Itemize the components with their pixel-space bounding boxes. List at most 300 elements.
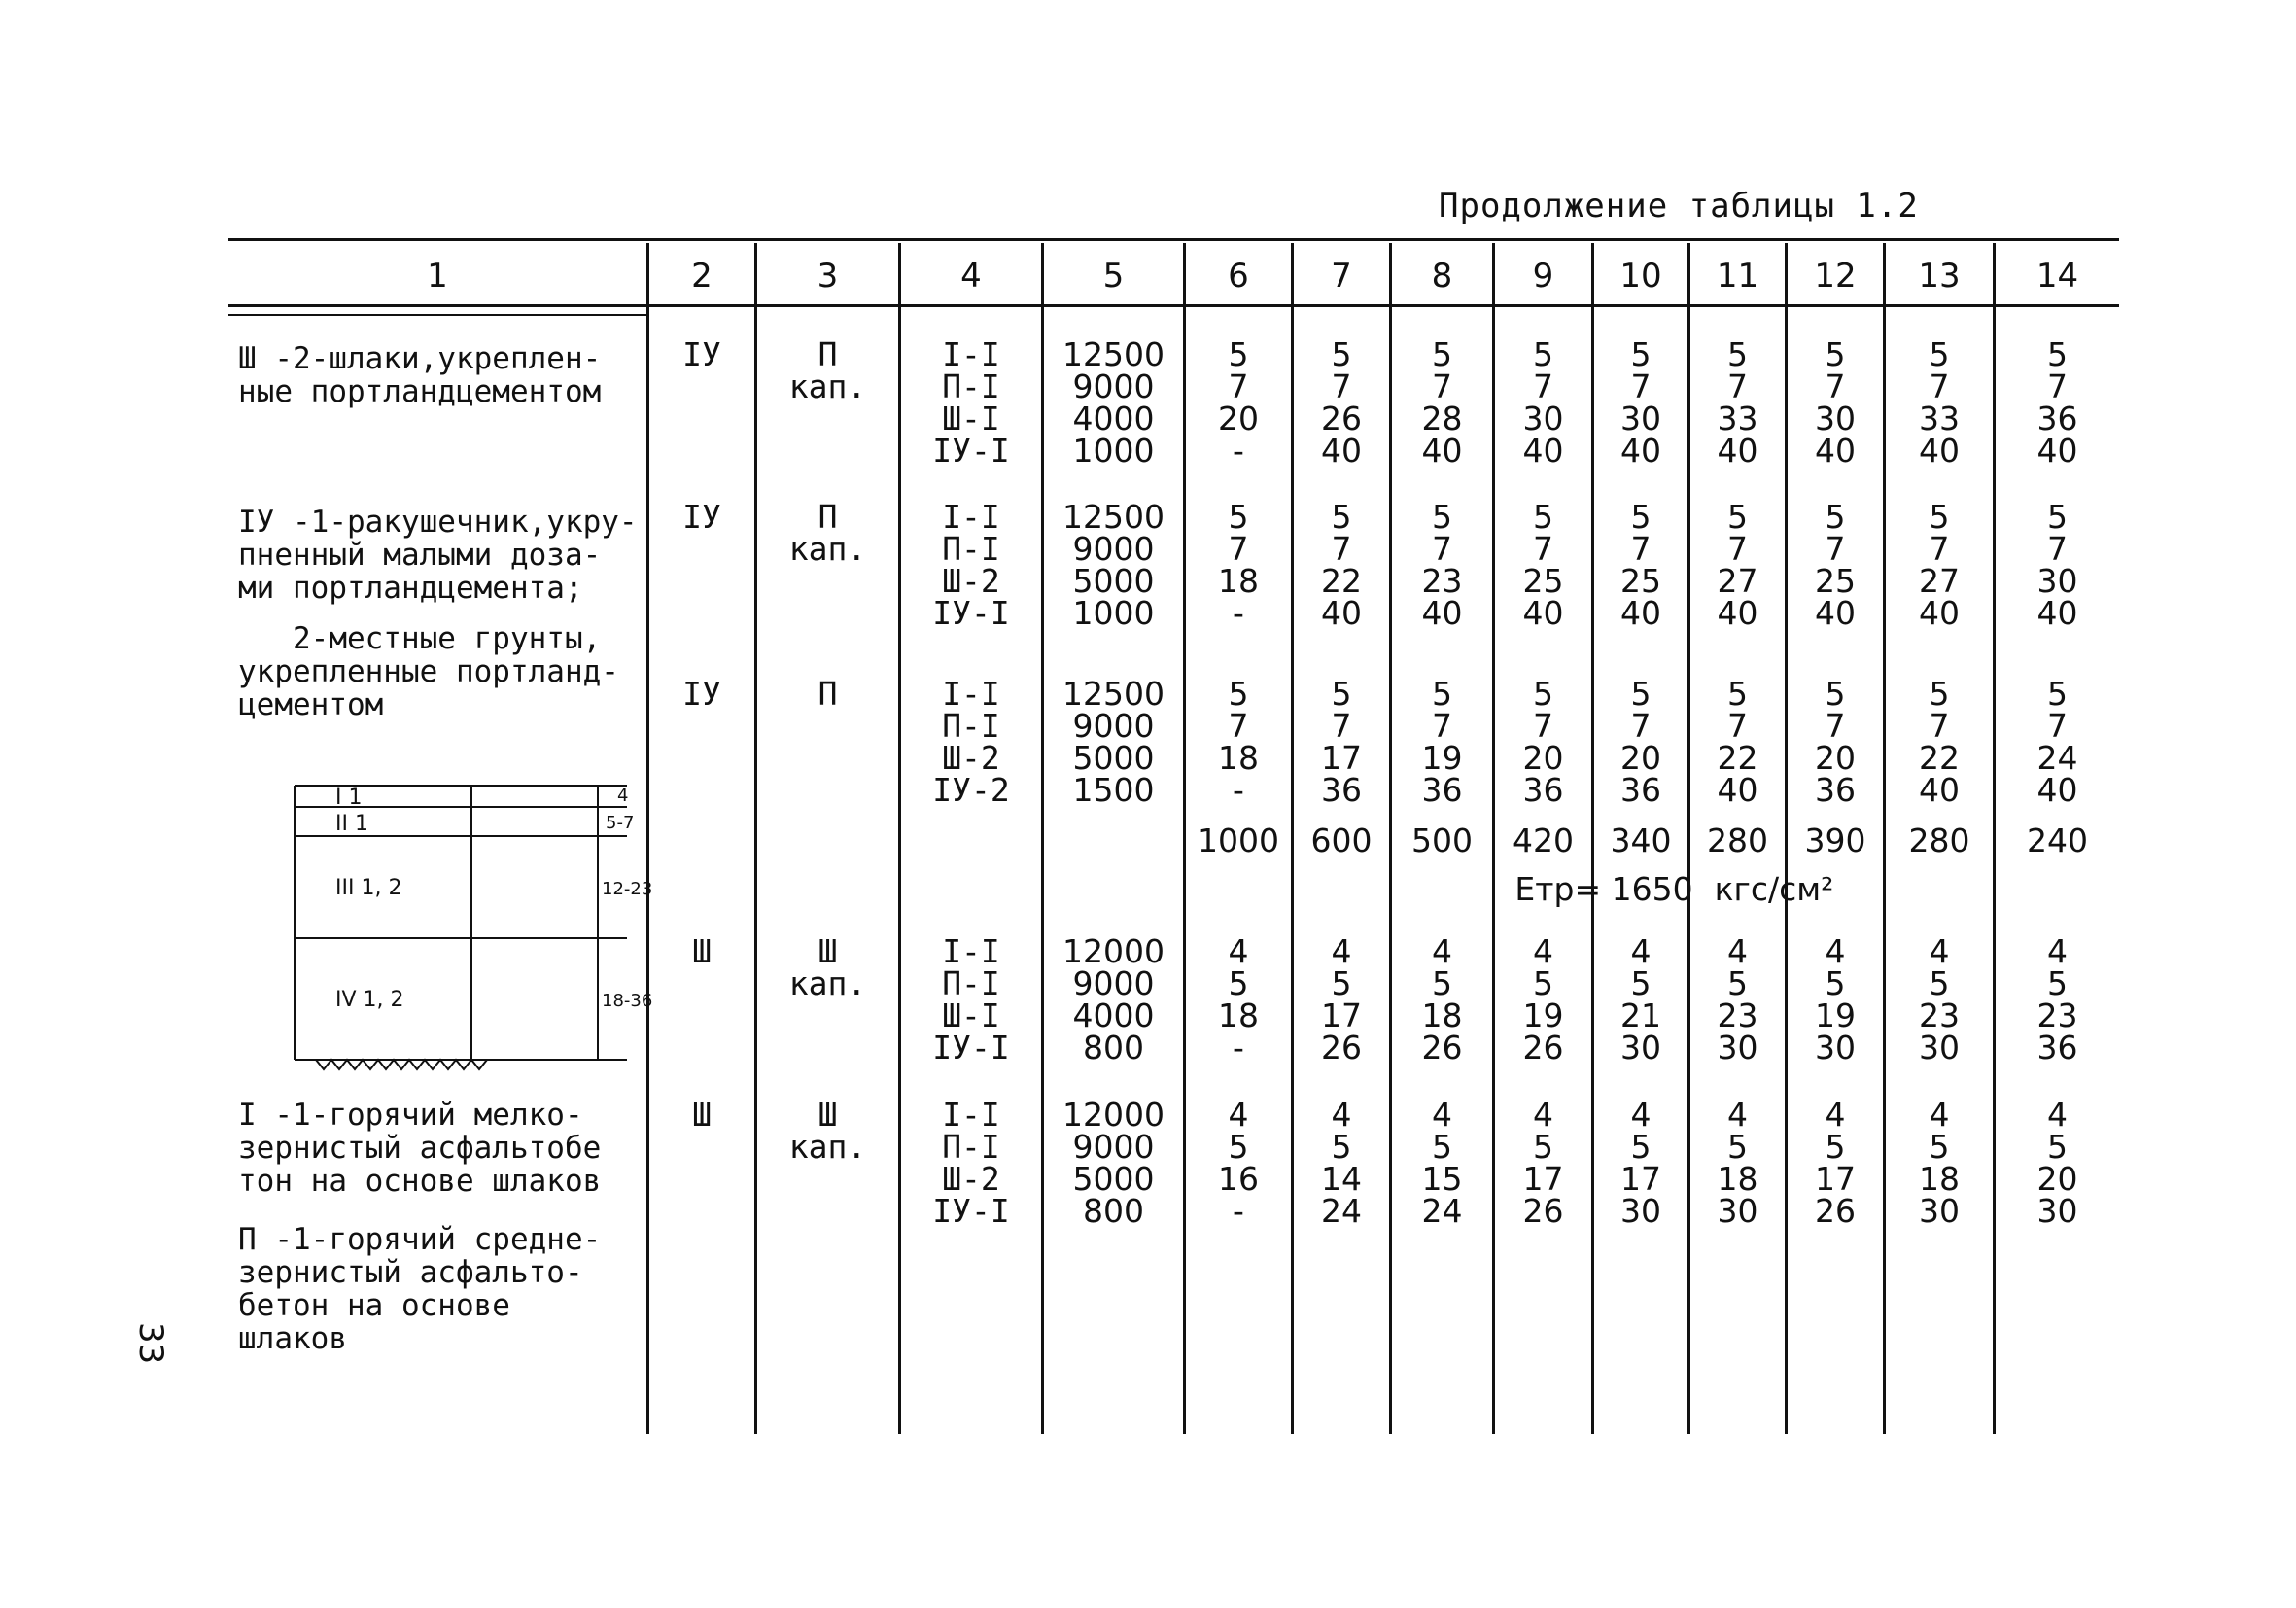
cell-value: 5 [2047,1128,2068,1166]
modulus-value: 280 [1908,821,1970,859]
cell-value: 4 [1630,932,1652,970]
cell-value: I-I [942,335,1000,373]
pavement-layer-diagram [277,778,653,1079]
cell-value: 4 [1432,1096,1452,1134]
modulus-value: 420 [1513,821,1574,859]
cell-value: 5 [1929,498,1950,536]
thickness-values [1594,932,1687,1066]
modulus-value: 280 [1707,821,1768,859]
road-category [649,932,754,970]
cell-value: 28 [1421,400,1463,437]
cell-value: 9000 [1072,530,1155,568]
cell-value: 7 [2047,530,2068,568]
thickness-values [1294,1096,1389,1230]
cell-value: 12500 [1062,335,1165,373]
thickness-values [1996,675,2119,809]
cell-value: 30 [1522,400,1564,437]
cell-value: 36 [1522,771,1564,809]
cell-value: кап. [788,964,867,1002]
cell-value: 7 [1432,707,1452,745]
cell-value: 24 [2036,739,2078,777]
cell-value: 5 [2047,335,2068,373]
cell-value: 40 [1321,594,1362,632]
cell-value: 5 [1331,675,1352,713]
page-number: 33 [131,1322,170,1365]
material-description: IУ -1-ракушечник,укру- пненный малыми доза- ми портландцемента; [238,505,638,606]
cell-value: 4 [1929,1096,1950,1134]
cell-value: 5 [1727,498,1748,536]
thickness-values [1495,675,1591,809]
thickness-values [1594,675,1687,809]
cell-value: 7 [1630,367,1652,405]
cell-value: 26 [1815,1192,1856,1230]
header-cell: 10 [1619,257,1662,296]
cell-value: Ш-I [942,400,1000,437]
cell-value: 5 [1929,964,1950,1002]
cell-value: IУ-2 [932,771,1010,809]
cell-value: 33 [1717,400,1758,437]
cell-value: 5 [1533,498,1553,536]
cell-value: 5 [1630,335,1652,373]
cell-value: 20 [2036,1160,2078,1198]
header-bottom-rule [228,304,2119,307]
cell-value: 17 [1321,739,1362,777]
cell-value: 5 [1432,1128,1452,1166]
modulus-value: 1000 [1198,821,1279,859]
cell-value: 40 [1421,432,1463,470]
cell-value: 24 [1421,1192,1463,1230]
cell-value: 23 [1421,562,1463,600]
thickness-values [1690,932,1785,1066]
cell-value: 7 [1533,707,1553,745]
thickness-values [1886,1096,1993,1230]
cell-value: 40 [1717,594,1758,632]
cell-value: Ш-2 [942,739,1000,777]
material-description: I -1-горячий мелко- зернистый асфальтобе тон на основе шлаков [238,1098,602,1199]
cell-value: 5 [1825,964,1846,1002]
cell-value: 4 [1727,1096,1748,1134]
modulus-value: 390 [1804,821,1866,859]
thickness-values [1886,335,1993,470]
cell-value: I-I [942,498,1000,536]
pavement-type [757,1096,898,1166]
cell-value: 5 [2047,675,2068,713]
cell-value: 30 [2036,1192,2078,1230]
thickness-values [1392,498,1492,632]
cell-value: 14 [1321,1160,1362,1198]
thickness-values [1996,498,2119,632]
cell-value: 26 [1421,1029,1463,1066]
cell-value: I-I [942,932,1000,970]
cell-value: 5 [1630,1128,1652,1166]
cell-value: П-I [942,707,1000,745]
cell-value: 7 [1929,530,1950,568]
cell-value: кап. [788,1128,867,1166]
cell-value: 4 [2047,1096,2068,1134]
cell-value: 4 [2047,932,2068,970]
cell-value: 30 [1815,400,1856,437]
thickness-values [1294,932,1389,1066]
pavement-type [757,675,898,713]
cell-value: 5 [1432,498,1452,536]
cell-value: 40 [1919,771,1960,809]
thickness-values [1996,932,2119,1066]
cell-value: 19 [1421,739,1463,777]
layer-label: IV 1, 2 [335,988,404,1012]
thickness-values [1392,932,1492,1066]
cell-value: 5 [1331,1128,1352,1166]
cell-value: 5 [1727,675,1748,713]
layer-label: III 1, 2 [335,876,402,900]
cell-value: 7 [1825,530,1846,568]
cell-value: 4 [1331,932,1352,970]
header-cell: 3 [817,257,839,296]
cell-value: 12500 [1062,498,1165,536]
cell-value: 36 [2036,400,2078,437]
cell-value: 27 [1717,562,1758,600]
cell-value: 5000 [1072,739,1155,777]
cell-value: 36 [1815,771,1856,809]
cell-value: 17 [1321,996,1362,1034]
thickness-values [1788,498,1883,632]
cell-value: 19 [1815,996,1856,1034]
cell-value: 23 [2036,996,2078,1034]
cell-value: 30 [1717,1029,1758,1066]
layer-modulus [1044,932,1183,1066]
thickness-values [1392,335,1492,470]
cell-value: 20 [1620,739,1661,777]
cell-value: 40 [1522,432,1564,470]
modulus-value: 340 [1610,821,1672,859]
cell-value: 5 [1727,1128,1748,1166]
cell-value: 7 [1929,367,1950,405]
cell-value: 7 [2047,367,2068,405]
cell-value: 4 [1825,1096,1846,1134]
cell-value: 40 [1620,594,1661,632]
cell-value: 7 [1331,530,1352,568]
cell-value: 1000 [1072,594,1155,632]
cell-value: 25 [1522,562,1564,600]
cell-value: IУ-I [932,432,1010,470]
top-rule [228,238,2119,241]
cell-value: 16 [1218,1160,1259,1198]
cell-value: 800 [1083,1192,1144,1230]
material-description: 2-местные грунты, укрепленные портланд- цементом [238,621,619,722]
cell-value: 5 [1331,335,1352,373]
road-category [649,335,754,373]
cell-value: 1000 [1072,432,1155,470]
thickness-values [1186,498,1291,632]
cell-value: 40 [1717,771,1758,809]
cell-value: 7 [1727,530,1748,568]
cell-value: П-I [942,964,1000,1002]
cell-value: 5 [1929,1128,1950,1166]
cell-value: Ш [692,1096,712,1134]
cell-value: 5 [1727,335,1748,373]
cell-value: 40 [1522,594,1564,632]
cell-value: 7 [1727,367,1748,405]
cell-value: 40 [1717,432,1758,470]
modulus-value: 600 [1310,821,1373,859]
cell-value: 18 [1421,996,1463,1034]
cell-value: - [1233,432,1244,470]
cell-value: 4 [1533,932,1553,970]
cell-value: 5 [1331,964,1352,1002]
pavement-type [757,335,898,405]
cell-value: 40 [1620,432,1661,470]
layer-label: II 1 [335,812,368,836]
layer-ids [901,498,1041,632]
thickness-values [1186,675,1291,809]
thickness-values [1294,335,1389,470]
cell-value: 4 [1533,1096,1553,1134]
road-category [649,1096,754,1134]
cell-value: 5 [1228,335,1249,373]
cell-value: 30 [1815,1029,1856,1066]
cell-value: 30 [1620,400,1661,437]
cell-value: П [818,675,838,713]
cell-value: 5 [1228,964,1249,1002]
material-description: Ш -2-шлаки,укреплен- ные портландцементом [238,341,602,409]
thickness-values [1186,932,1291,1066]
header-cell: 11 [1716,257,1759,296]
material-description: П -1-горячий средне- зернистый асфальто- бетон на основе шлаков [238,1222,602,1356]
cell-value: 40 [1919,432,1960,470]
cell-value: 22 [1919,739,1960,777]
cell-value: 5 [1533,675,1553,713]
cell-value: 5 [1630,964,1652,1002]
thickness-values [1186,335,1291,470]
cell-value: 9000 [1072,1128,1155,1166]
layer-thickness: 5-7 [606,813,635,833]
cell-value: Ш-2 [942,562,1000,600]
cell-value: 18 [1218,996,1259,1034]
cell-value: I-I [942,675,1000,713]
cell-value: 9000 [1072,707,1155,745]
column-divider [754,243,757,1434]
layer-diagram-svg [277,778,653,1079]
cell-value: 5 [1825,498,1846,536]
header-cell: 4 [960,257,982,296]
header-cell: 12 [1814,257,1857,296]
layer-ids [901,932,1041,1066]
cell-value: П-I [942,1128,1000,1166]
header-cell: 13 [1918,257,1961,296]
thickness-values [1495,498,1591,632]
cell-value: 36 [1421,771,1463,809]
road-category [649,498,754,536]
layer-ids [901,335,1041,470]
cell-value: 4 [1228,1096,1249,1134]
cell-value: 7 [1228,367,1249,405]
cell-value: 40 [2036,771,2078,809]
header-cell: 2 [691,257,713,296]
cell-value: 26 [1522,1029,1564,1066]
cell-value: 26 [1522,1192,1564,1230]
cell-value: Ш [692,932,712,970]
layer-thickness: 4 [617,786,629,806]
layer-modulus [1044,335,1183,470]
header-cell: 14 [2035,257,2079,296]
cell-value: Ш [818,932,838,970]
cell-value: 27 [1919,562,1960,600]
cell-value: 17 [1620,1160,1661,1198]
thickness-values [1294,675,1389,809]
thickness-values [1392,675,1492,809]
cell-value: 18 [1218,739,1259,777]
cell-value: 5 [1630,675,1652,713]
cell-value: - [1233,771,1244,809]
pavement-type [757,932,898,1002]
cell-value: 30 [1919,1192,1960,1230]
thickness-values [1495,932,1591,1066]
cell-value: 5 [1228,675,1249,713]
cell-value: IУ-I [932,594,1010,632]
cell-value: 20 [1218,400,1259,437]
cell-value: 5 [1432,335,1452,373]
cell-value: 30 [1717,1192,1758,1230]
thickness-values [1495,335,1591,470]
thickness-values [1690,498,1785,632]
pavement-type [757,498,898,568]
cell-value: 5 [2047,964,2068,1002]
layer-thickness: 18-36 [602,991,653,1011]
cell-value: 19 [1522,996,1564,1034]
cell-value: 22 [1717,739,1758,777]
cell-value: 40 [1919,594,1960,632]
cell-value: 30 [1620,1192,1661,1230]
cell-value: 7 [1228,707,1249,745]
cell-value: Ш-2 [942,1160,1000,1198]
thickness-values [1392,1096,1492,1230]
layer-modulus [1044,498,1183,632]
cell-value: 7 [1630,707,1652,745]
cell-value: IУ [682,498,721,536]
cell-value: 26 [1321,1029,1362,1066]
layer-thickness: 12-23 [602,879,653,899]
cell-value: 5000 [1072,1160,1155,1198]
thickness-values [1690,335,1785,470]
cell-value: 4 [1432,932,1452,970]
cell-value: 22 [1321,562,1362,600]
thickness-values [1788,335,1883,470]
thickness-values [1294,498,1389,632]
cell-value: 18 [1218,562,1259,600]
cell-value: 23 [1919,996,1960,1034]
layer-label: I 1 [335,786,363,810]
cell-value: 800 [1083,1029,1144,1066]
cell-value: 30 [1919,1029,1960,1066]
cell-value: 12500 [1062,675,1165,713]
cell-value: IУ [682,675,721,713]
thickness-values [1186,1096,1291,1230]
cell-value: 5 [1825,675,1846,713]
cell-value: IУ-I [932,1029,1010,1066]
cell-value: 12000 [1062,932,1165,970]
modulus-value: 240 [2027,821,2088,859]
cell-value: 5000 [1072,562,1155,600]
table-caption: Продолжение таблицы 1.2 [1439,187,1919,226]
layer-ids [901,675,1041,809]
cell-value: 7 [1727,707,1748,745]
cell-value: 4 [1929,932,1950,970]
cell-value: 4 [1825,932,1846,970]
cell-value: 7 [1432,530,1452,568]
layer-modulus [1044,1096,1183,1230]
cell-value: 7 [1432,367,1452,405]
thickness-values [1594,1096,1687,1230]
thickness-values [1996,1096,2119,1230]
thickness-values [1996,335,2119,470]
cell-value: 5 [1331,498,1352,536]
cell-value: 20 [1522,739,1564,777]
cell-value: 25 [1620,562,1661,600]
header-cell: 5 [1102,257,1125,296]
cell-value: 5 [1533,1128,1553,1166]
cell-value: 4 [1727,932,1748,970]
cell-value: 5 [1228,498,1249,536]
cell-value: 36 [2036,1029,2078,1066]
cell-value: 4 [1331,1096,1352,1134]
cell-value: Ш [818,1096,838,1134]
cell-value: 5 [1432,675,1452,713]
cell-value: 7 [1228,530,1249,568]
cell-value: 40 [1421,594,1463,632]
cell-value: 4 [1228,932,1249,970]
cell-value: 5 [1228,1128,1249,1166]
cell-value: 23 [1717,996,1758,1034]
header-cell: 1 [427,257,448,296]
modulus-value: 500 [1411,821,1473,859]
cell-value: 5 [1432,964,1452,1002]
cell-value: 40 [1815,432,1856,470]
thickness-values [1886,675,1993,809]
cell-value: 1500 [1072,771,1155,809]
cell-value: 4 [1630,1096,1652,1134]
thickness-values [1690,1096,1785,1230]
cell-value: - [1233,594,1244,632]
thickness-values [1594,335,1687,470]
layer-ids [901,1096,1041,1230]
required-modulus-label: Етр= 1650 [1514,870,1693,908]
header-cell: 6 [1228,257,1249,296]
cell-value: 30 [2036,562,2078,600]
thickness-values [1788,1096,1883,1230]
cell-value: 7 [1331,707,1352,745]
cell-value: Ш-I [942,996,1000,1034]
cell-value: кап. [788,530,867,568]
cell-value: 5 [1929,335,1950,373]
cell-value: 7 [1630,530,1652,568]
cell-value: 26 [1321,400,1362,437]
thickness-values [1788,932,1883,1066]
header-cell: 7 [1331,257,1352,296]
cell-value: 5 [1533,964,1553,1002]
cell-value: 20 [1815,739,1856,777]
cell-value: I-I [942,1096,1000,1134]
header-cell: 8 [1431,257,1453,296]
cell-value: 15 [1421,1160,1463,1198]
cell-value: 7 [1929,707,1950,745]
thickness-values [1886,932,1993,1066]
cell-value: 5 [1727,964,1748,1002]
cell-value: 24 [1321,1192,1362,1230]
cell-value: 4000 [1072,996,1155,1034]
thickness-values [1886,498,1993,632]
layer-modulus [1044,675,1183,809]
cell-value: 7 [1825,367,1846,405]
cell-value: 40 [2036,594,2078,632]
